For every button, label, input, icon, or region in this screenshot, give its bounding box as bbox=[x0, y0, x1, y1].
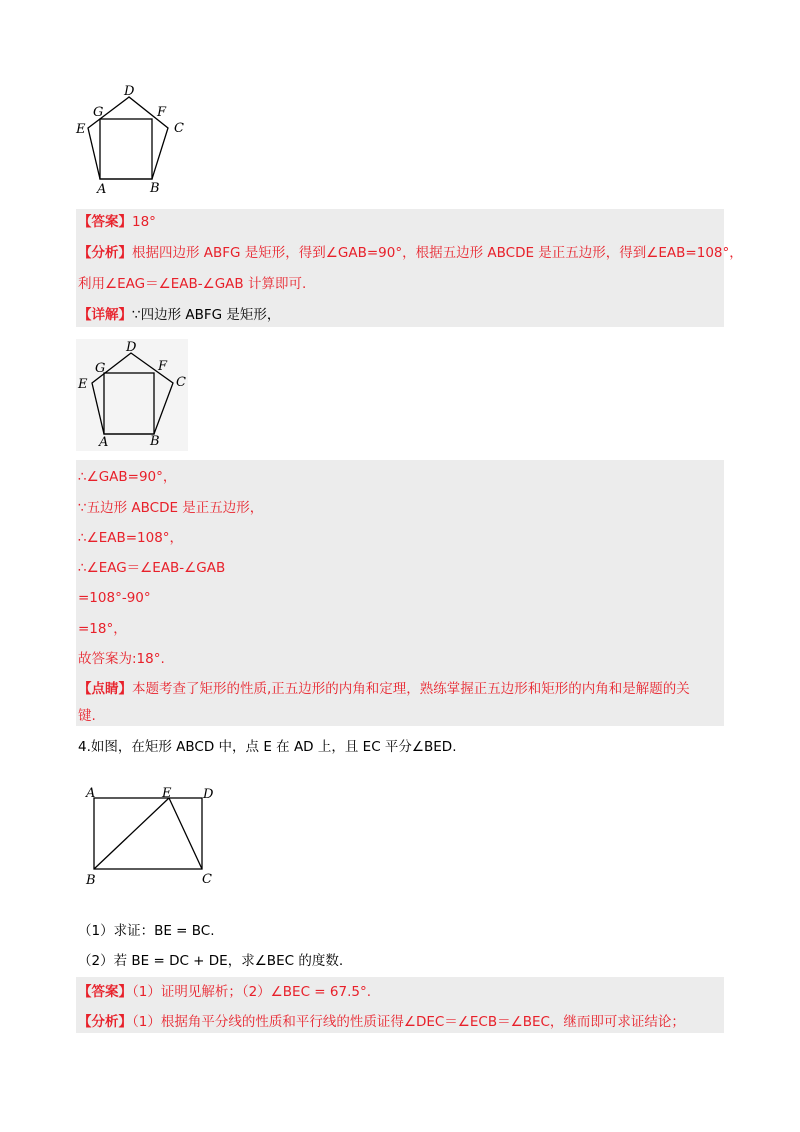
analysis-text-1: 根据四边形 ABFG 是矩形，得到∠GAB=90°，根据五边形 ABCDE 是正五边形，得到∠EAB=108°， bbox=[132, 245, 743, 261]
label-A: A bbox=[97, 182, 107, 195]
analysis-line-2: 利用∠EAG＝∠EAB-∠GAB 计算即可. bbox=[78, 276, 307, 292]
step-5: =108°-90° bbox=[78, 590, 151, 606]
label-F: F bbox=[157, 105, 167, 120]
comment-text-1: 本题考查了矩形的性质,正五边形的内角和定理，熟练掌握正五边形和矩形的内角和是解题的关 bbox=[132, 681, 690, 697]
label-C-2: C bbox=[176, 375, 186, 390]
label-F-2: F bbox=[158, 359, 168, 374]
label-A-2: A bbox=[99, 435, 109, 450]
label-G: G bbox=[93, 105, 104, 120]
detail-tag: 【详解】 bbox=[78, 307, 132, 323]
question-4-part-2: （2）若 BE = DC + DE，求∠BEC 的度数. bbox=[78, 953, 344, 969]
label-D: D bbox=[124, 84, 135, 99]
pentagon-figure-2 bbox=[70, 336, 200, 454]
label-A-rect: A bbox=[86, 786, 96, 801]
comment-line-1 bbox=[78, 679, 690, 699]
label-E-2: E bbox=[78, 377, 88, 392]
q4-analysis-line bbox=[78, 1012, 685, 1032]
label-B-rect: B bbox=[86, 873, 96, 887]
step-6: =18°， bbox=[78, 621, 127, 637]
q4-answer-text: （1）证明见解析；（2）∠BEC = 67.5°. bbox=[132, 984, 371, 1000]
step-4: ∴∠EAG＝∠EAB-∠GAB bbox=[78, 560, 226, 576]
detail-text: ∵四边形 ABFG 是矩形， bbox=[132, 307, 281, 323]
question-4-stem: 4.如图，在矩形 ABCD 中，点 E 在 AD 上，且 EC 平分∠BED. bbox=[78, 739, 457, 755]
q4-analysis-text: （1）根据角平分线的性质和平行线的性质证得∠DEC＝∠ECB＝∠BEC，继而即可求证结论； bbox=[132, 1014, 685, 1030]
analysis-line-1 bbox=[78, 243, 743, 263]
label-E-rect: E bbox=[162, 786, 172, 801]
label-B-2: B bbox=[150, 434, 160, 449]
q4-answer-tag: 【答案】 bbox=[78, 984, 132, 1000]
label-B: B bbox=[150, 181, 160, 195]
label-C-rect: C bbox=[202, 872, 212, 887]
step-7: 故答案为:18°. bbox=[78, 651, 165, 667]
rectangle-figure bbox=[82, 782, 222, 887]
step-2: ∵五边形 ABCDE 是正五边形， bbox=[78, 500, 264, 516]
pentagon-figure-1 bbox=[70, 80, 200, 195]
analysis-tag: 【分析】 bbox=[78, 245, 132, 261]
comment-tag: 【点睛】 bbox=[78, 681, 132, 697]
label-D-rect: D bbox=[203, 787, 214, 802]
label-E: E bbox=[76, 122, 86, 137]
answer-tag: 【答案】 bbox=[78, 214, 132, 230]
comment-line-2: 键. bbox=[78, 708, 96, 724]
label-D-2: D bbox=[126, 340, 137, 355]
question-4-part-1: （1）求证：BE = BC. bbox=[78, 923, 215, 939]
step-3: ∴∠EAB=108°， bbox=[78, 530, 184, 546]
answer-line bbox=[78, 212, 156, 232]
detail-line bbox=[78, 305, 280, 325]
q4-analysis-tag: 【分析】 bbox=[78, 1014, 132, 1030]
q4-answer-line bbox=[78, 982, 371, 1002]
step-1: ∴∠GAB=90°， bbox=[78, 469, 177, 485]
answer-value: 18° bbox=[132, 214, 156, 230]
label-G-2: G bbox=[95, 361, 106, 376]
label-C: C bbox=[174, 121, 184, 136]
